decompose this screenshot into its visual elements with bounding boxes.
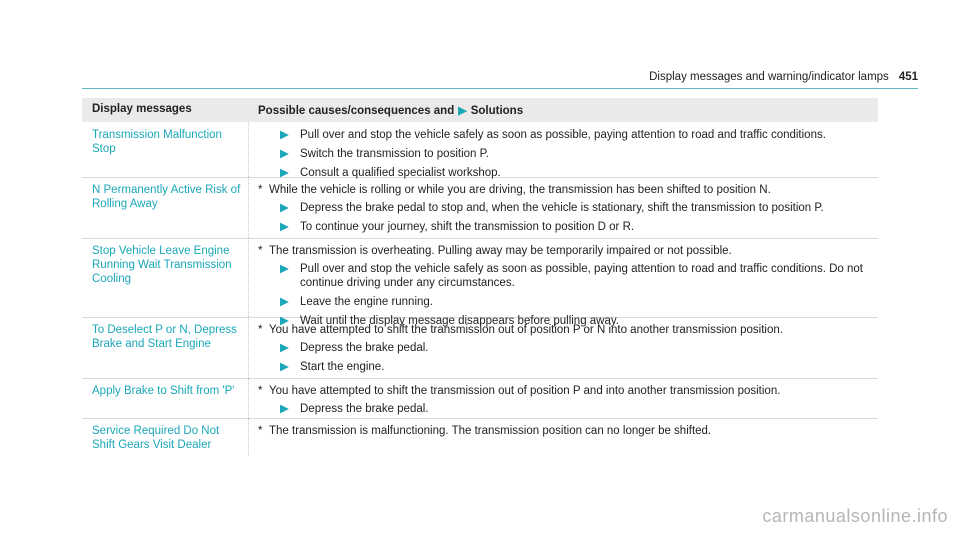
step-text: Pull over and stop the vehicle safely as soon as possible, paying attention to road and traffic conditions. — [300, 129, 826, 141]
row-content — [258, 424, 868, 442]
table-row — [82, 122, 878, 178]
table-row — [82, 418, 878, 456]
arrow-icon: ▶ — [458, 104, 467, 117]
solution-step — [280, 341, 868, 355]
cause-text: You have attempted to shift the transmission out of position P or N into another transmission position. — [269, 324, 783, 336]
table-row — [82, 317, 878, 379]
display-message: Transmission Malfunction Stop — [92, 129, 222, 155]
column-divider — [248, 238, 249, 317]
cause: * While the vehicle is rolling or while you are driving, the transmission has been shifted to position N. — [258, 184, 771, 196]
arrow-icon: ▶ — [280, 361, 289, 373]
arrow-icon: ▶ — [280, 129, 289, 141]
cause: * The transmission is malfunctioning. The transmission position can no longer be shifted. — [258, 425, 712, 437]
arrow-icon: ▶ — [280, 167, 289, 179]
row-content — [258, 183, 868, 239]
display-message: Apply Brake to Shift from 'P' — [92, 385, 235, 397]
solution-step — [280, 262, 868, 290]
arrow-icon: ▶ — [280, 315, 289, 327]
arrow-icon: ▶ — [280, 296, 289, 308]
cause: * You have attempted to shift the transmission out of position P and into another transmission position. — [258, 385, 781, 397]
table-header — [82, 98, 878, 122]
col-display-messages: Display messages — [92, 103, 192, 115]
cause-text: You have attempted to shift the transmission out of position P and into another transmission position. — [269, 385, 781, 397]
col2-prefix: Possible causes/consequences and — [258, 105, 455, 117]
step-text: Depress the brake pedal. — [300, 403, 429, 415]
solution-step — [280, 402, 868, 416]
arrow-icon: ▶ — [280, 202, 289, 214]
page-number: 451 — [898, 71, 918, 83]
top-rule — [82, 88, 918, 89]
display-message: N Permanently Active Risk of Rolling Away — [92, 184, 241, 210]
column-divider — [248, 177, 249, 238]
cause-text: While the vehicle is rolling or while you are driving, the transmission has been shifted to position N. — [269, 184, 771, 196]
cause-text: The transmission is overheating. Pulling away may be temporarily impaired or not possible. — [269, 245, 732, 257]
table-row — [82, 378, 878, 419]
step-text: Depress the brake pedal. — [300, 342, 429, 354]
solution-step — [280, 147, 868, 161]
display-message: Stop Vehicle Leave Engine Running Wait Transmission Cooling — [92, 245, 232, 285]
row-content — [258, 323, 868, 379]
step-text: Consult a qualified specialist workshop. — [300, 167, 501, 179]
solution-step — [280, 220, 868, 234]
col2-suffix: Solutions — [470, 105, 524, 117]
arrow-icon: ▶ — [280, 221, 289, 233]
column-divider — [248, 418, 249, 456]
step-text: To continue your journey, shift the transmission to position D or R. — [300, 221, 635, 233]
cause: * The transmission is overheating. Pulling away may be temporarily impaired or not possible. — [258, 245, 732, 257]
section-title: Display messages and warning/indicator lamps — [649, 71, 889, 83]
table-row — [82, 238, 878, 327]
column-divider — [248, 378, 249, 418]
arrow-icon: ▶ — [280, 263, 289, 275]
arrow-icon: ▶ — [280, 148, 289, 160]
solution-step — [280, 360, 868, 374]
watermark: carmanualsonline.info — [762, 506, 948, 526]
step-text: Switch the transmission to position P. — [300, 148, 489, 160]
arrow-icon: ▶ — [280, 403, 289, 415]
page-header — [649, 71, 918, 83]
solution-step — [280, 295, 868, 309]
display-message: Service Required Do Not Shift Gears Visit Dealer — [92, 425, 220, 451]
step-text: Leave the engine running. — [300, 296, 433, 308]
row-content — [258, 384, 868, 421]
column-divider — [248, 122, 249, 177]
table-row — [82, 177, 878, 239]
cause-text: The transmission is malfunctioning. The transmission position can no longer be shifted. — [269, 425, 712, 437]
step-text: Depress the brake pedal to stop and, when the vehicle is stationary, shift the transmission to position P. — [300, 202, 824, 214]
solution-step — [280, 128, 868, 142]
arrow-icon: ▶ — [280, 342, 289, 354]
col-causes-solutions — [258, 105, 523, 117]
display-message: To Deselect P or N, Depress Brake and Start Engine — [92, 324, 237, 350]
cause: * You have attempted to shift the transmission out of position P or N into another transmission position. — [258, 324, 783, 336]
step-text: Start the engine. — [300, 361, 385, 373]
solution-step — [280, 201, 868, 215]
step-text: Pull over and stop the vehicle safely as soon as possible, paying attention to road and traffic conditions. Do not continue driving under any circumstances. — [300, 263, 863, 289]
column-divider — [248, 317, 249, 378]
step-text: Wait until the display message disappears before pulling away. — [300, 315, 619, 327]
